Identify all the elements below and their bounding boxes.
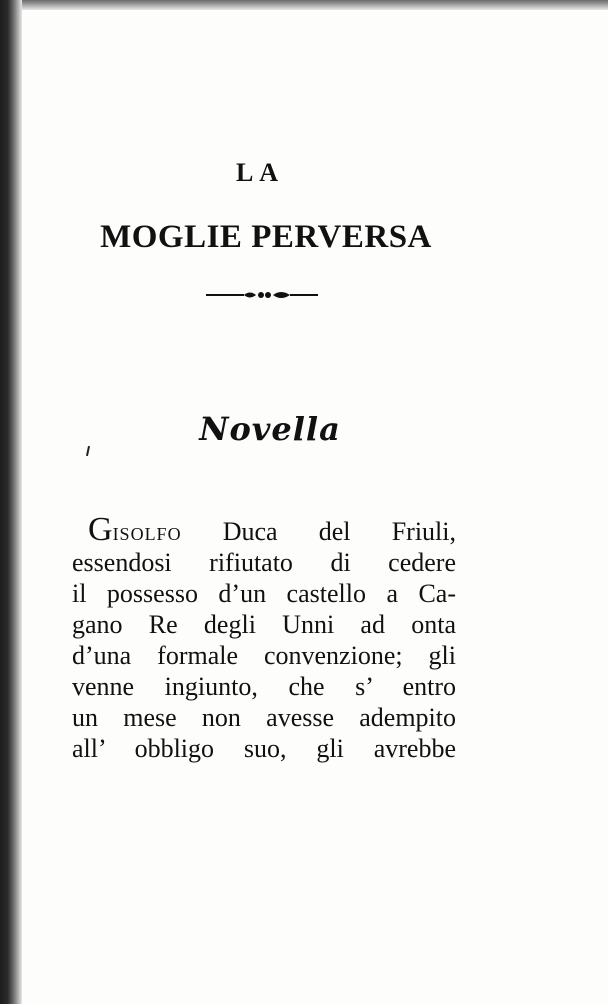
text-line: all’ obbligo suo, gli avrebbe	[72, 734, 456, 763]
text-line: essendosi rifiutato di cedere	[72, 548, 456, 577]
drop-cap: G	[88, 511, 113, 548]
page-title: MOGLIE PERVERSA	[100, 219, 432, 255]
book-spine-edge	[0, 0, 22, 1004]
text-line: il possesso d’un castello a Ca-	[72, 579, 456, 608]
text-line: un mese non avesse adempito	[72, 703, 456, 732]
body-paragraph	[72, 511, 456, 764]
scan-top-edge	[0, 0, 608, 10]
first-word-rest: isolfo	[112, 517, 182, 546]
ink-mark	[86, 446, 90, 456]
text-line: gano Re degli Unni ad onta	[72, 610, 456, 639]
section-subtitle: Novella	[199, 410, 341, 448]
text-line-first	[72, 511, 456, 548]
text-line: venne ingiunto, che s’ entro	[72, 672, 456, 701]
text-line: d’una formale convenzione; gli	[72, 641, 456, 670]
first-line-rest: Duca del Friuli,	[181, 517, 456, 546]
ornament-divider-icon	[204, 287, 320, 303]
title-article: LA	[235, 158, 285, 187]
